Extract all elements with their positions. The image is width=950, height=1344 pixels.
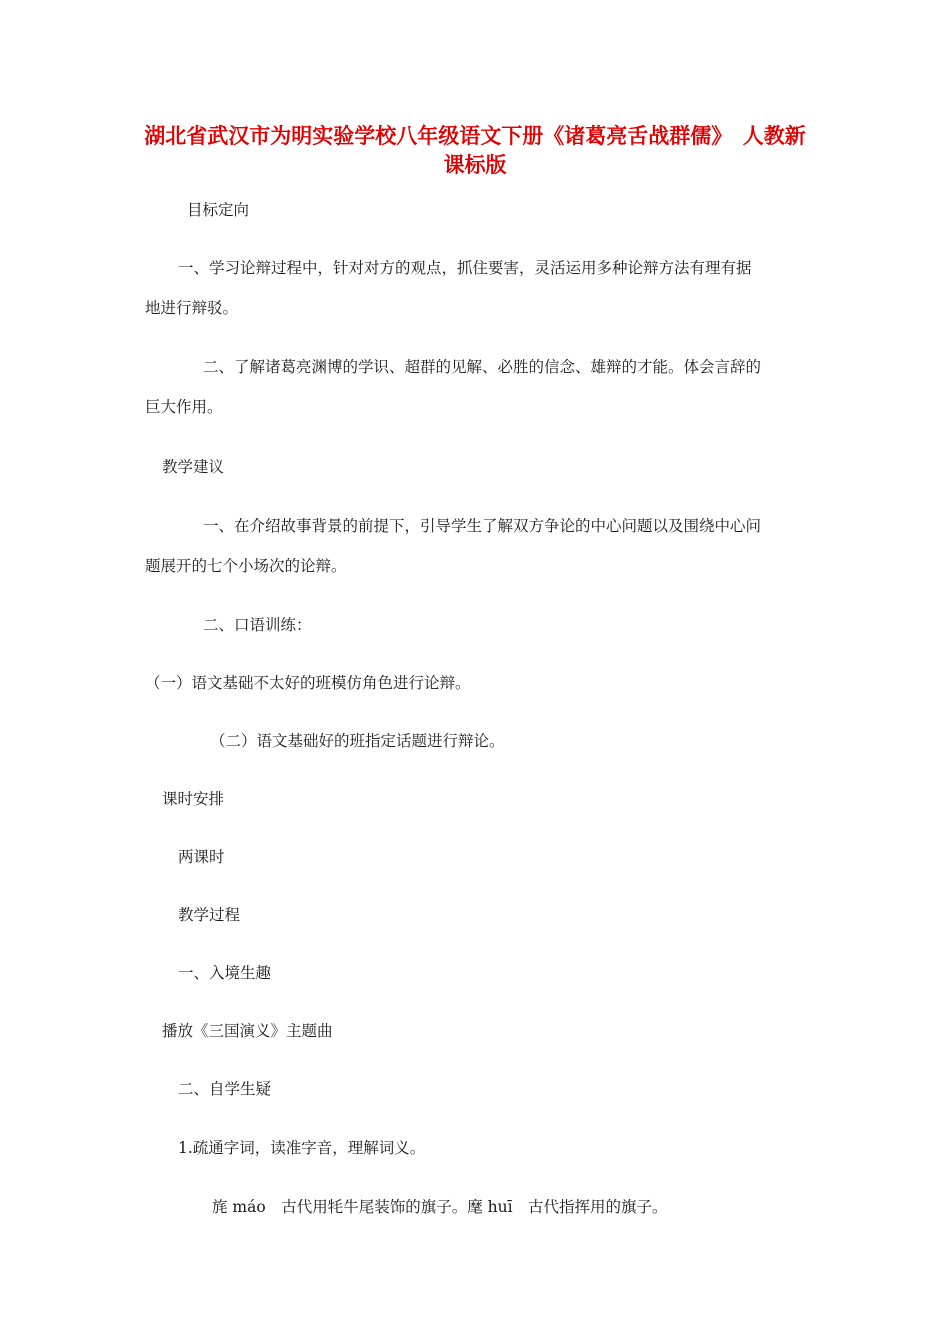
paragraph-line: （一）语文基础不太好的班模仿角色进行论辩。 bbox=[145, 674, 471, 692]
paragraph-line: 两课时 bbox=[178, 848, 225, 866]
paragraph-line: 地进行辩驳。 bbox=[145, 299, 239, 317]
paragraph-line: 一、在介绍故事背景的前提下，引导学生了解双方争论的中心问题以及围绕中心问 bbox=[203, 517, 762, 535]
section-heading-objectives: 目标定向 bbox=[187, 201, 250, 219]
paragraph-line: 巨大作用。 bbox=[145, 398, 223, 416]
paragraph-line: 二、了解诸葛亮渊博的学识、超群的见解、必胜的信念、雄辩的才能。体会言辞的 bbox=[203, 358, 762, 376]
paragraph-line: 旄 máo 古代用牦牛尾装饰的旗子。麾 huī 古代指挥用的旗子。 bbox=[212, 1198, 668, 1216]
paragraph-line: 播放《三国演义》主题曲 bbox=[162, 1022, 333, 1040]
section-heading-schedule: 课时安排 bbox=[162, 790, 225, 808]
paragraph-line: 一、学习论辩过程中，针对对方的观点，抓住要害，灵活运用多种论辩方法有理有据 bbox=[178, 259, 752, 277]
document-title: 湖北省武汉市为明实验学校八年级语文下册《诸葛亮舌战群儒》 人教新课标版 bbox=[144, 124, 806, 177]
section-heading-teaching-suggestions: 教学建议 bbox=[162, 458, 225, 476]
section-heading-process: 教学过程 bbox=[178, 906, 241, 924]
paragraph-line: （二）语文基础好的班指定话题进行辩论。 bbox=[210, 732, 505, 750]
paragraph-line: 一、入境生趣 bbox=[178, 964, 272, 982]
paragraph-line: 1.疏通字词，读准字音，理解词义。 bbox=[178, 1139, 426, 1157]
paragraph-line: 二、口语训练： bbox=[203, 616, 312, 634]
paragraph-line: 题展开的七个小场次的论辩。 bbox=[145, 557, 347, 575]
paragraph-line: 二、自学生疑 bbox=[178, 1080, 272, 1098]
